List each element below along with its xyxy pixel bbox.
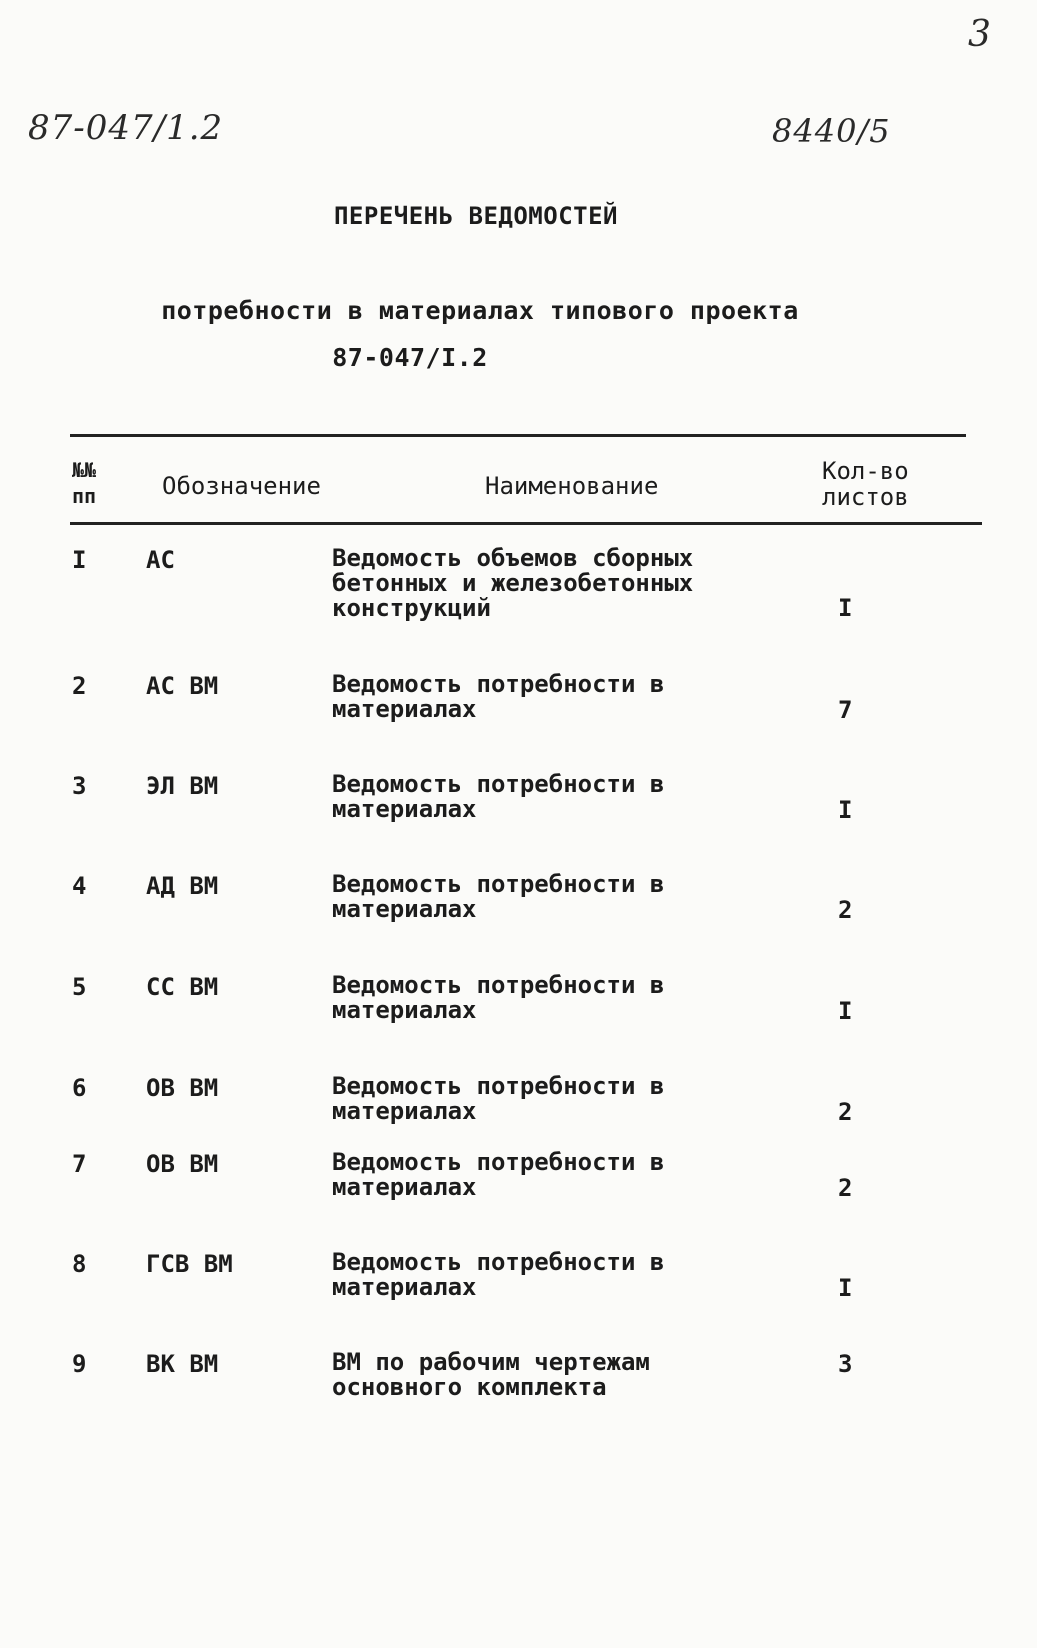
row-quantity: 7 <box>838 696 853 724</box>
header-designation: Обозначение <box>162 472 321 500</box>
row-number: 7 <box>72 1150 87 1178</box>
row-name <box>332 1250 664 1300</box>
table-top-rule <box>70 434 966 437</box>
row-name <box>332 1150 664 1200</box>
header-name: Наименование <box>485 472 659 500</box>
row-name-line: материалах <box>332 895 477 923</box>
page-number: 3 <box>968 14 992 55</box>
row-number: 5 <box>72 973 87 1001</box>
row-designation: ОВ ВМ <box>146 1074 219 1102</box>
header-number-line2: пп <box>72 484 97 508</box>
header-number-line1: №№ <box>72 458 97 482</box>
row-name-line: Ведомость потребности в <box>332 1072 665 1100</box>
row-designation: АД ВМ <box>146 872 219 900</box>
header-number <box>72 457 96 509</box>
row-name-line: Ведомость потребности в <box>332 1248 665 1276</box>
row-name-line: Ведомость объемов сборных <box>332 544 694 572</box>
row-name <box>332 772 664 822</box>
row-designation: ОВ ВМ <box>146 1150 219 1178</box>
row-name-line: материалах <box>332 795 477 823</box>
row-name <box>332 973 664 1023</box>
row-quantity: I <box>838 997 853 1025</box>
row-number: 4 <box>72 872 87 900</box>
row-quantity: 3 <box>838 1350 853 1378</box>
row-designation: СС ВМ <box>146 973 219 1001</box>
row-name-line: материалах <box>332 1097 477 1125</box>
row-name <box>332 1074 664 1124</box>
project-code: 87-047/I.2 <box>332 343 488 372</box>
row-designation: ЭЛ ВМ <box>146 772 219 800</box>
row-number: 9 <box>72 1350 87 1378</box>
header-qty-line1: Кол-во <box>822 457 909 485</box>
row-name-line: конструкций <box>332 594 491 622</box>
row-number: 6 <box>72 1074 87 1102</box>
row-designation: АС <box>146 546 175 574</box>
row-number: 3 <box>72 772 87 800</box>
row-name-line: материалах <box>332 695 477 723</box>
row-designation: ГСВ ВМ <box>146 1250 233 1278</box>
row-quantity: 2 <box>838 896 853 924</box>
row-name-line: Ведомость потребности в <box>332 770 665 798</box>
row-name-line: материалах <box>332 1273 477 1301</box>
row-name-line: Ведомость потребности в <box>332 1148 665 1176</box>
header-quantity <box>822 458 909 510</box>
row-name <box>332 1350 650 1400</box>
row-name-line: основного комплекта <box>332 1373 607 1401</box>
row-name-line: Ведомость потребности в <box>332 870 665 898</box>
row-name <box>332 672 664 722</box>
row-designation: ВК ВМ <box>146 1350 219 1378</box>
row-number: 2 <box>72 672 87 700</box>
row-name <box>332 546 693 621</box>
document-subtitle: потребности в материалах типового проекта <box>161 296 799 325</box>
row-name-line: бетонных и железобетонных <box>332 569 694 597</box>
document-title: ПЕРЕЧЕНЬ ВЕДОМОСТЕЙ <box>333 202 619 230</box>
row-quantity: I <box>838 1274 853 1302</box>
row-quantity: 2 <box>838 1098 853 1126</box>
header-qty-line2: листов <box>822 483 909 511</box>
row-name-line: материалах <box>332 996 477 1024</box>
row-designation: АС ВМ <box>146 672 219 700</box>
row-name-line: Ведомость потребности в <box>332 670 665 698</box>
handwritten-project-code: 87-047/1.2 <box>28 108 224 148</box>
handwritten-archive-number: 8440/5 <box>772 112 891 150</box>
row-number: I <box>72 546 87 574</box>
row-name <box>332 872 664 922</box>
table-header-rule <box>70 522 982 525</box>
row-number: 8 <box>72 1250 87 1278</box>
row-quantity: I <box>838 796 853 824</box>
row-quantity: I <box>838 594 853 622</box>
row-name-line: материалах <box>332 1173 477 1201</box>
row-name-line: Ведомость потребности в <box>332 971 665 999</box>
row-name-line: ВМ по рабочим чертежам <box>332 1348 650 1376</box>
row-quantity: 2 <box>838 1174 853 1202</box>
